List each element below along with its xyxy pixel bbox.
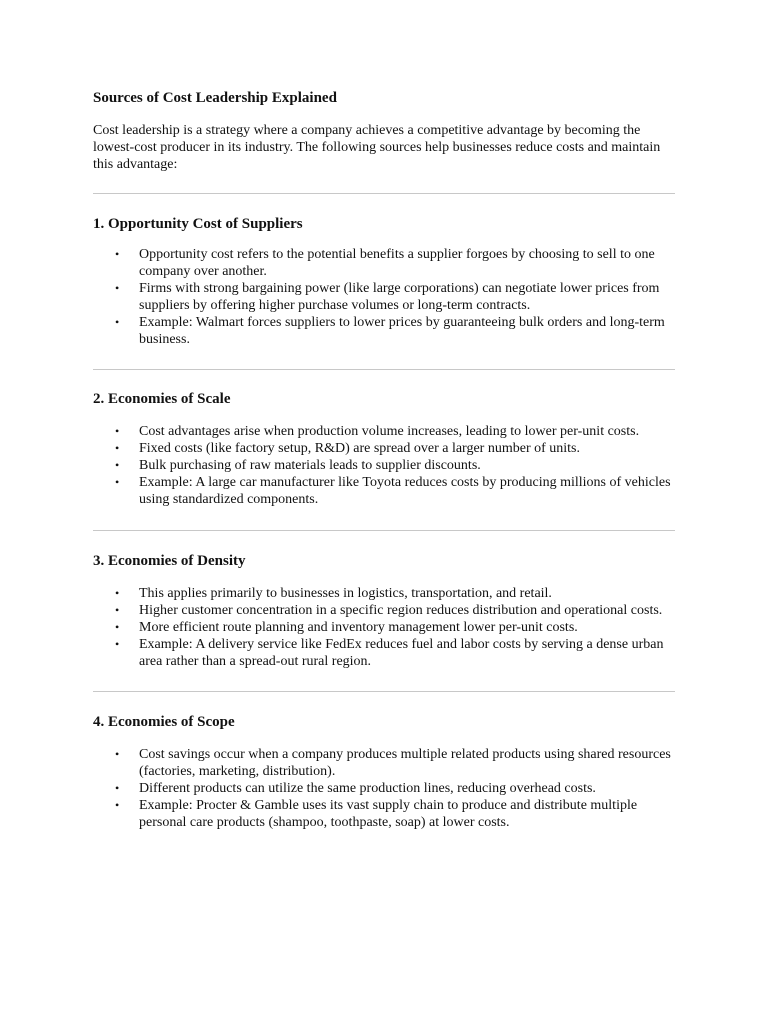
list-item bbox=[93, 440, 675, 457]
section-heading: 4. Economies of Scope bbox=[93, 714, 235, 730]
bullet-list bbox=[93, 246, 675, 348]
section-1 bbox=[93, 193, 675, 348]
section-heading: 3. Economies of Density bbox=[93, 553, 246, 569]
section-heading: 2. Economies of Scale bbox=[93, 391, 231, 407]
list-item-text: Cost savings occur when a company produces multiple related products using shared resources (factories, marketing, distribution). bbox=[139, 747, 671, 779]
list-item bbox=[93, 780, 675, 797]
list-item bbox=[93, 280, 675, 314]
bullet-icon: • bbox=[115, 424, 120, 438]
section-divider bbox=[93, 369, 675, 370]
bullet-icon: • bbox=[115, 798, 120, 812]
bullet-list bbox=[93, 423, 675, 508]
bullet-list bbox=[93, 585, 675, 670]
bullet-icon: • bbox=[115, 637, 120, 651]
list-item bbox=[93, 636, 675, 670]
list-item-text: Example: Procter & Gamble uses its vast supply chain to produce and distribute multiple personal care products (shampoo, toothpaste, soap) at lower costs. bbox=[139, 798, 638, 830]
list-item bbox=[93, 474, 675, 508]
list-item bbox=[93, 602, 675, 619]
list-item-text: Fixed costs (like factory setup, R&D) are spread over a larger number of units. bbox=[139, 441, 580, 456]
list-item-text: This applies primarily to businesses in logistics, transportation, and retail. bbox=[139, 586, 552, 601]
bullet-icon: • bbox=[115, 441, 120, 455]
list-item bbox=[93, 585, 675, 602]
list-item-text: Example: A large car manufacturer like Toyota reduces costs by producing millions of vehicles using standardized components. bbox=[139, 475, 671, 507]
bullet-icon: • bbox=[115, 747, 120, 761]
document-title: Sources of Cost Leadership Explained bbox=[93, 90, 337, 106]
bullet-icon: • bbox=[115, 475, 120, 489]
bullet-icon: • bbox=[115, 247, 120, 261]
list-item bbox=[93, 246, 675, 280]
list-item-text: Example: A delivery service like FedEx reduces fuel and labor costs by serving a dense urban area rather than a spread-out rural region. bbox=[139, 637, 664, 669]
list-item-text: Bulk purchasing of raw materials leads to supplier discounts. bbox=[139, 458, 481, 473]
list-item-text: Cost advantages arise when production volume increases, leading to lower per-unit costs. bbox=[139, 424, 640, 439]
bullet-icon: • bbox=[115, 458, 120, 472]
bullet-icon: • bbox=[115, 620, 120, 634]
section-heading: 1. Opportunity Cost of Suppliers bbox=[93, 216, 303, 232]
bullet-icon: • bbox=[115, 281, 120, 295]
list-item-text: Different products can utilize the same production lines, reducing overhead costs. bbox=[139, 781, 596, 796]
list-item bbox=[93, 619, 675, 636]
list-item-text: Higher customer concentration in a specific region reduces distribution and operational costs. bbox=[139, 603, 663, 618]
bullet-icon: • bbox=[115, 315, 120, 329]
bullet-list bbox=[93, 746, 675, 831]
section-2 bbox=[93, 369, 675, 508]
list-item-text: Firms with strong bargaining power (like large corporations) can negotiate lower prices from suppliers by offering higher purchase volumes or long-term contracts. bbox=[139, 281, 660, 313]
bullet-icon: • bbox=[115, 781, 120, 795]
list-item bbox=[93, 457, 675, 474]
section-divider bbox=[93, 530, 675, 531]
list-item bbox=[93, 746, 675, 780]
bullet-icon: • bbox=[115, 603, 120, 617]
list-item-text: Example: Walmart forces suppliers to lower prices by guaranteeing bulk orders and long-term business. bbox=[139, 315, 665, 347]
bullet-icon: • bbox=[115, 586, 120, 600]
section-divider bbox=[93, 691, 675, 692]
list-item bbox=[93, 314, 675, 348]
intro-paragraph: Cost leadership is a strategy where a company achieves a competitive advantage by becoming the lowest-cost producer in its industry. The following sources help businesses reduce costs and maintain this advantage: bbox=[93, 123, 661, 172]
list-item bbox=[93, 797, 675, 831]
list-item-text: Opportunity cost refers to the potential benefits a supplier forgoes by choosing to sell to one company over another. bbox=[139, 247, 655, 279]
section-divider bbox=[93, 193, 675, 194]
list-item bbox=[93, 423, 675, 440]
document-page bbox=[93, 88, 675, 831]
section-4 bbox=[93, 691, 675, 831]
list-item-text: More efficient route planning and inventory management lower per-unit costs. bbox=[139, 620, 578, 635]
section-3 bbox=[93, 530, 675, 670]
